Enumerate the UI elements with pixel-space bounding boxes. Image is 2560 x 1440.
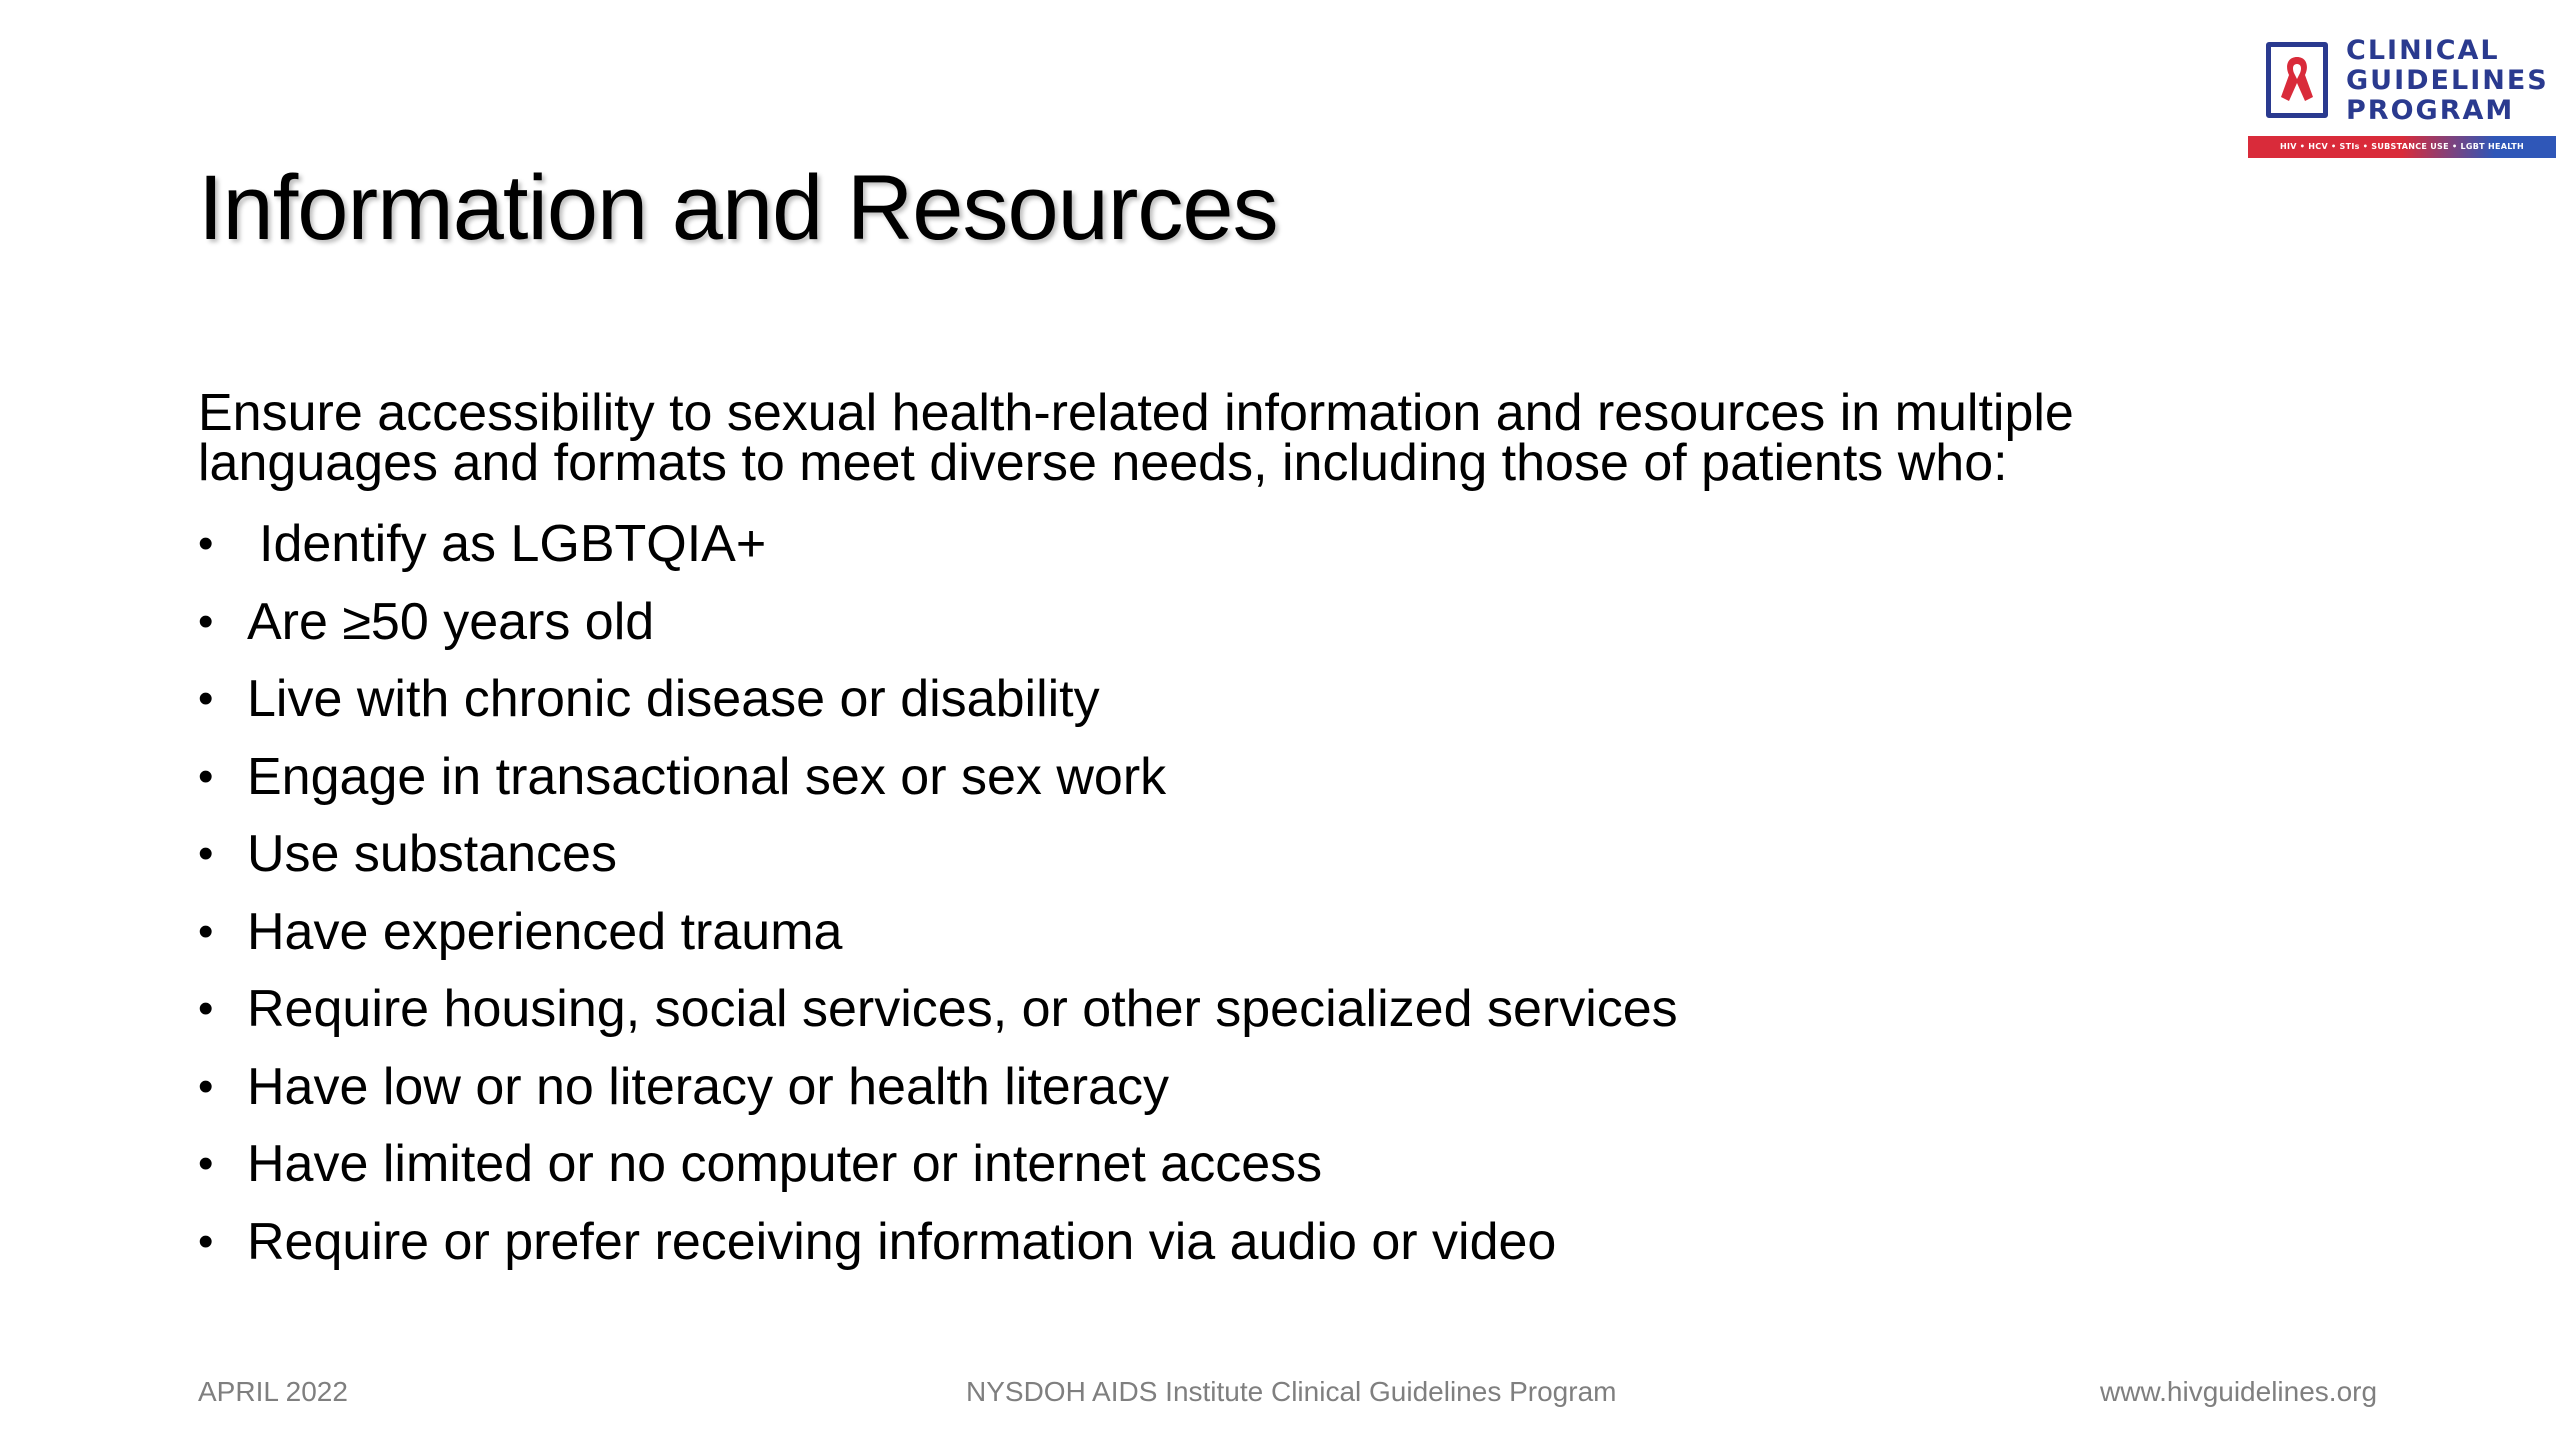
logo-wordmark — [2346, 36, 2549, 126]
logo-line-1: CLINICAL — [2346, 35, 2500, 66]
bullet-icon: • — [198, 829, 214, 878]
list-item — [198, 512, 1678, 590]
bullet-icon: • — [198, 596, 214, 646]
clinical-guidelines-program-logo — [2248, 36, 2558, 162]
bullet-icon: • — [198, 1061, 214, 1111]
list-item-text: Engage in transactional sex or sex work — [247, 747, 1167, 806]
footer-date: APRIL 2022 — [198, 1376, 348, 1407]
list-item — [198, 1055, 1678, 1133]
list-item — [198, 1210, 1678, 1288]
footer-program: NYSDOH AIDS Institute Clinical Guidelines Program — [966, 1376, 1617, 1407]
logo-line-3: PROGRAM — [2346, 95, 2515, 126]
list-item — [198, 667, 1678, 745]
bullet-icon: • — [198, 906, 214, 956]
slide-title: Information and Resources — [198, 157, 1278, 259]
logo-badge — [2266, 42, 2328, 118]
bullet-icon: • — [198, 519, 214, 568]
bullet-list — [198, 512, 1678, 1287]
list-item-text: Have limited or no computer or internet access — [247, 1135, 1323, 1193]
list-item-text: Use substances — [247, 825, 617, 883]
intro-paragraph: Ensure accessibility to sexual health-related information and resources in multiple languages and formats to meet diverse needs, including those of patients who: — [198, 384, 2074, 492]
bullet-icon: • — [198, 674, 214, 723]
list-item-text: Have experienced trauma — [247, 902, 843, 961]
list-item-text: Have low or no literacy or health literacy — [247, 1057, 1169, 1116]
bullet-icon: • — [198, 1216, 214, 1266]
red-ribbon-icon — [2277, 53, 2317, 109]
list-item — [198, 900, 1678, 978]
logo-tagline-bar: HIV • HCV • STIs • SUBSTANCE USE • LGBT HEALTH — [2248, 136, 2556, 158]
bullet-icon: • — [198, 1139, 214, 1188]
list-item — [198, 822, 1678, 900]
list-item-text: Require housing, social services, or other specialized services — [247, 980, 1678, 1038]
list-item-text: Live with chronic disease or disability — [247, 670, 1100, 728]
list-item-text: Require or prefer receiving information via audio or video — [247, 1212, 1557, 1271]
list-item — [198, 977, 1678, 1055]
footer-website-link[interactable]: www.hivguidelines.org — [2100, 1376, 2378, 1407]
list-item-text: Are ≥50 years old — [247, 592, 655, 651]
bullet-icon: • — [198, 984, 214, 1033]
bullet-icon: • — [198, 751, 214, 801]
list-item — [198, 1132, 1678, 1210]
list-item-text: Identify as LGBTQIA+ — [259, 515, 767, 573]
logo-line-2: GUIDELINES — [2346, 65, 2549, 96]
list-item — [198, 745, 1678, 823]
list-item — [198, 590, 1678, 668]
